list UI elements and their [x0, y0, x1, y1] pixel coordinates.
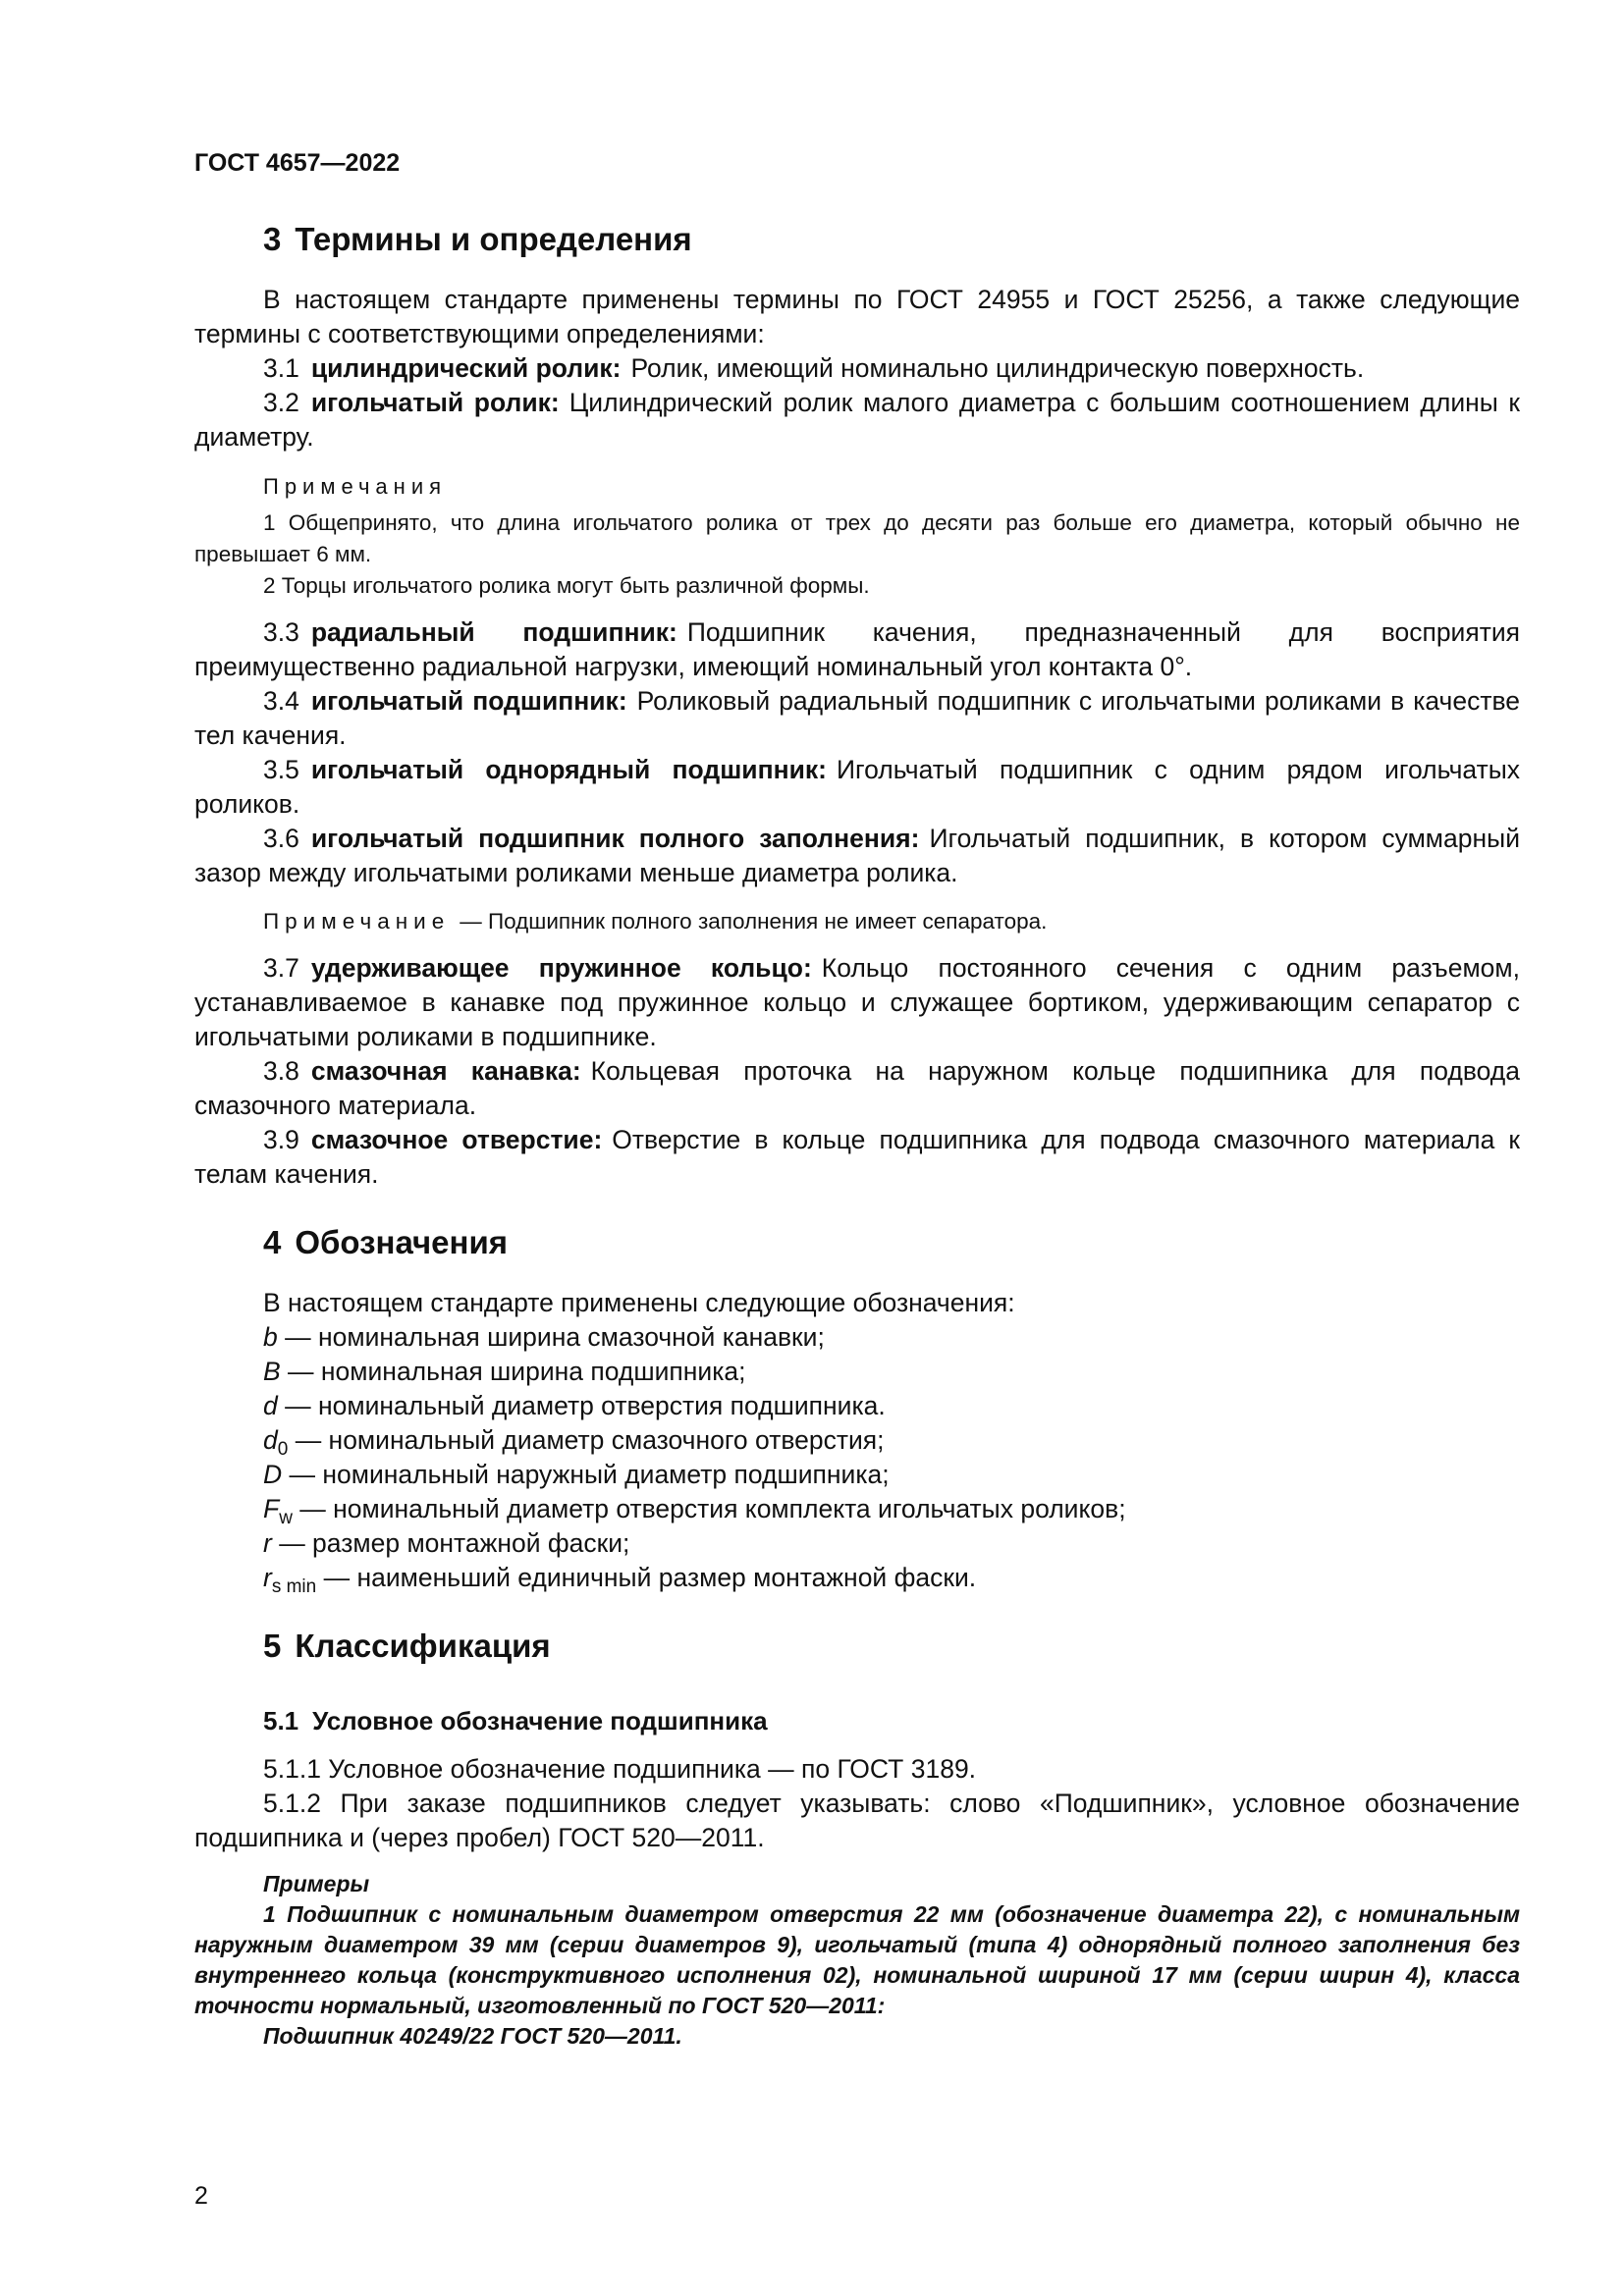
page-content: [194, 218, 1520, 2052]
symbol-item: $d_0$ — номинальный диаметр смазочного отверстия;: [263, 1425, 885, 1460]
term-name: смазочная канавка:: [310, 1056, 581, 1086]
term-3-5: 3.5 игольчатый однорядный подшипник: Игольчатый подшипник с одним рядом игольчатых роликов.: [194, 755, 1521, 819]
term-definition: Игольчатый подшипник с одним рядом игольчатых роликов.: [194, 755, 1521, 819]
term-name: игольчатый однорядный подшипник:: [310, 755, 827, 784]
section-number: 3: [263, 221, 282, 257]
subsection-5-1-heading: 5.1 Условное обозначение подшипника: [263, 1706, 768, 1735]
section-title: Термины и определения: [295, 221, 692, 257]
symbols-intro: В настоящем стандарте применены следующие обозначения:: [263, 1288, 1015, 1317]
symbol-item: D — номинальный наружный диаметр подшипника;: [263, 1460, 890, 1489]
term-3-4: 3.4 игольчатый подшипник: Роликовый радиальный подшипник с игольчатыми роликами в качестве тел качения.: [194, 686, 1520, 750]
term-name: игольчатый подшипник:: [310, 686, 627, 716]
symbols-list: [263, 1286, 1520, 1595]
notes-heading: Примечания: [263, 474, 448, 499]
examples-block: [194, 1869, 1520, 2052]
note-text: — Подшипник полного заполнения не имеет сепаратора.: [460, 909, 1048, 934]
document-id-header: ГОСТ 4657—2022: [194, 149, 401, 177]
term-3-8: 3.8 смазочная канавка: Кольцевая проточка на наружном кольце подшипника для подвода смазочного материала.: [194, 1056, 1520, 1120]
symbol-item: r — размер монтажной фаски;: [263, 1528, 630, 1558]
term-3-1: 3.1 цилиндрический ролик: Ролик, имеющий номинально цилиндрическую поверхность.: [263, 353, 1365, 383]
term-3-7: 3.7 удерживающее пружинное кольцо: Кольцо постоянного сечения с одним разъемом, устанавливаемое в канавке под пружинное кольцо и служащее бортиком, удерживающим сепаратор с игольчатыми роликами в подшипнике.: [194, 953, 1521, 1051]
page-number: 2: [194, 2182, 208, 2210]
symbol-item: B — номинальная ширина подшипника;: [263, 1357, 746, 1386]
section-3-intro: В настоящем стандарте применены термины по ГОСТ 24955 и ГОСТ 25256, а также следующие термины с соответствующими определениями:: [194, 285, 1520, 348]
term-3-9: 3.9 смазочное отверстие: Отверстие в кольце подшипника для подвода смазочного материала к телам качения.: [194, 1125, 1521, 1189]
term-definition: Отверстие в кольце подшипника для подвода смазочного материала к телам качения.: [194, 1125, 1521, 1189]
section-4-heading: [263, 1221, 1520, 1264]
symbol-item: $r_{s min}$ — наименьший единичный размер монтажной фаски.: [263, 1563, 977, 1597]
note-label: Примечание: [263, 909, 451, 934]
term-definition: Ролик, имеющий номинально цилиндрическую поверхность.: [630, 353, 1365, 383]
term-definition: Цилиндрический ролик малого диаметра с большим соотношением длины к диаметру.: [194, 388, 1520, 452]
term-definition: Роликовый радиальный подшипник с игольчатыми роликами в качестве тел качения.: [194, 686, 1520, 750]
paragraph-5-1-2: 5.1.2 При заказе подшипников следует указывать: слово «Подшипник», условное обозначение подшипника и (через пробел) ГОСТ 520—2011.: [194, 1789, 1520, 1852]
term-name: игольчатый ролик:: [310, 388, 560, 417]
term-name: цилиндрический ролик:: [310, 353, 622, 383]
term-name: удерживающее пружинное кольцо:: [310, 953, 812, 983]
single-note: [263, 906, 1520, 937]
section-number: 4: [263, 1224, 282, 1260]
term-name: радиальный подшипник:: [310, 617, 677, 647]
symbol-item: b — номинальная ширина смазочной канавки;: [263, 1322, 825, 1352]
section-number: 5: [263, 1628, 282, 1664]
note-1: 1 Общепринято, что длина игольчатого ролика от трех до десяти раз больше его диаметра, который обычно не превышает 6 мм.: [194, 510, 1520, 566]
term-3-2: 3.2 игольчатый ролик: Цилиндрический ролик малого диаметра с большим соотношением длины к диаметру.: [194, 388, 1520, 452]
term-definition: Кольцо постоянного сечения с одним разъемом, устанавливаемое в канавке под пружинное кольцо и служащее бортиком, удерживающим сепаратор с игольчатыми роликами в подшипнике.: [194, 953, 1521, 1051]
symbol-item: $F_w$ — номинальный диаметр отверстия комплекта игольчатых роликов;: [263, 1494, 1126, 1528]
term-definition: Подшипник качения, предназначенный для восприятия преимущественно радиальной нагрузки, имеющий номинальный угол контакта 0°.: [194, 617, 1520, 681]
term-name: игольчатый подшипник полного заполнения:: [310, 824, 920, 853]
example-1: 1 Подшипник с номинальным диаметром отверстия 22 мм (обозначение диаметра 22), с номинальным наружным диаметром 39 мм (серии диаметров 9), игольчатый (типа 4) однорядный полного заполнения без внутреннего кольца (конструктивного исполнения 02), номинальной шириной 17 мм (серии ширин 4), класса точности нормальный, изготовленный по ГОСТ 520—2011:: [194, 1901, 1520, 2018]
section-5-heading: [263, 1625, 1520, 1668]
section-title: Обозначения: [295, 1224, 508, 1260]
section-title: Классификация: [295, 1628, 551, 1664]
term-definition: Кольцевая проточка на наружном кольце подшипника для подвода смазочного материала.: [194, 1056, 1520, 1120]
term-definition: Игольчатый подшипник, в котором суммарный зазор между игольчатыми роликами меньше диаметра ролика.: [194, 824, 1520, 887]
paragraph-5-1-1: 5.1.1 Условное обозначение подшипника — по ГОСТ 3189.: [263, 1754, 977, 1784]
term-3-6: 3.6 игольчатый подшипник полного заполнения: Игольчатый подшипник, в котором суммарный зазор между игольчатыми роликами меньше диаметра ролика.: [194, 824, 1520, 887]
section-3-heading: [263, 218, 1520, 261]
examples-heading: Примеры: [263, 1871, 370, 1896]
term-3-3: 3.3 радиальный подшипник: Подшипник качения, предназначенный для восприятия преимущественно радиальной нагрузки, имеющий номинальный угол контакта 0°.: [194, 617, 1520, 681]
term-name: смазочное отверстие:: [310, 1125, 603, 1154]
example-1-result: Подшипник 40249/22 ГОСТ 520—2011.: [263, 2023, 682, 2049]
symbol-item: d — номинальный диаметр отверстия подшипника.: [263, 1391, 886, 1420]
note-2: 2 Торцы игольчатого ролика могут быть различной формы.: [263, 573, 870, 598]
